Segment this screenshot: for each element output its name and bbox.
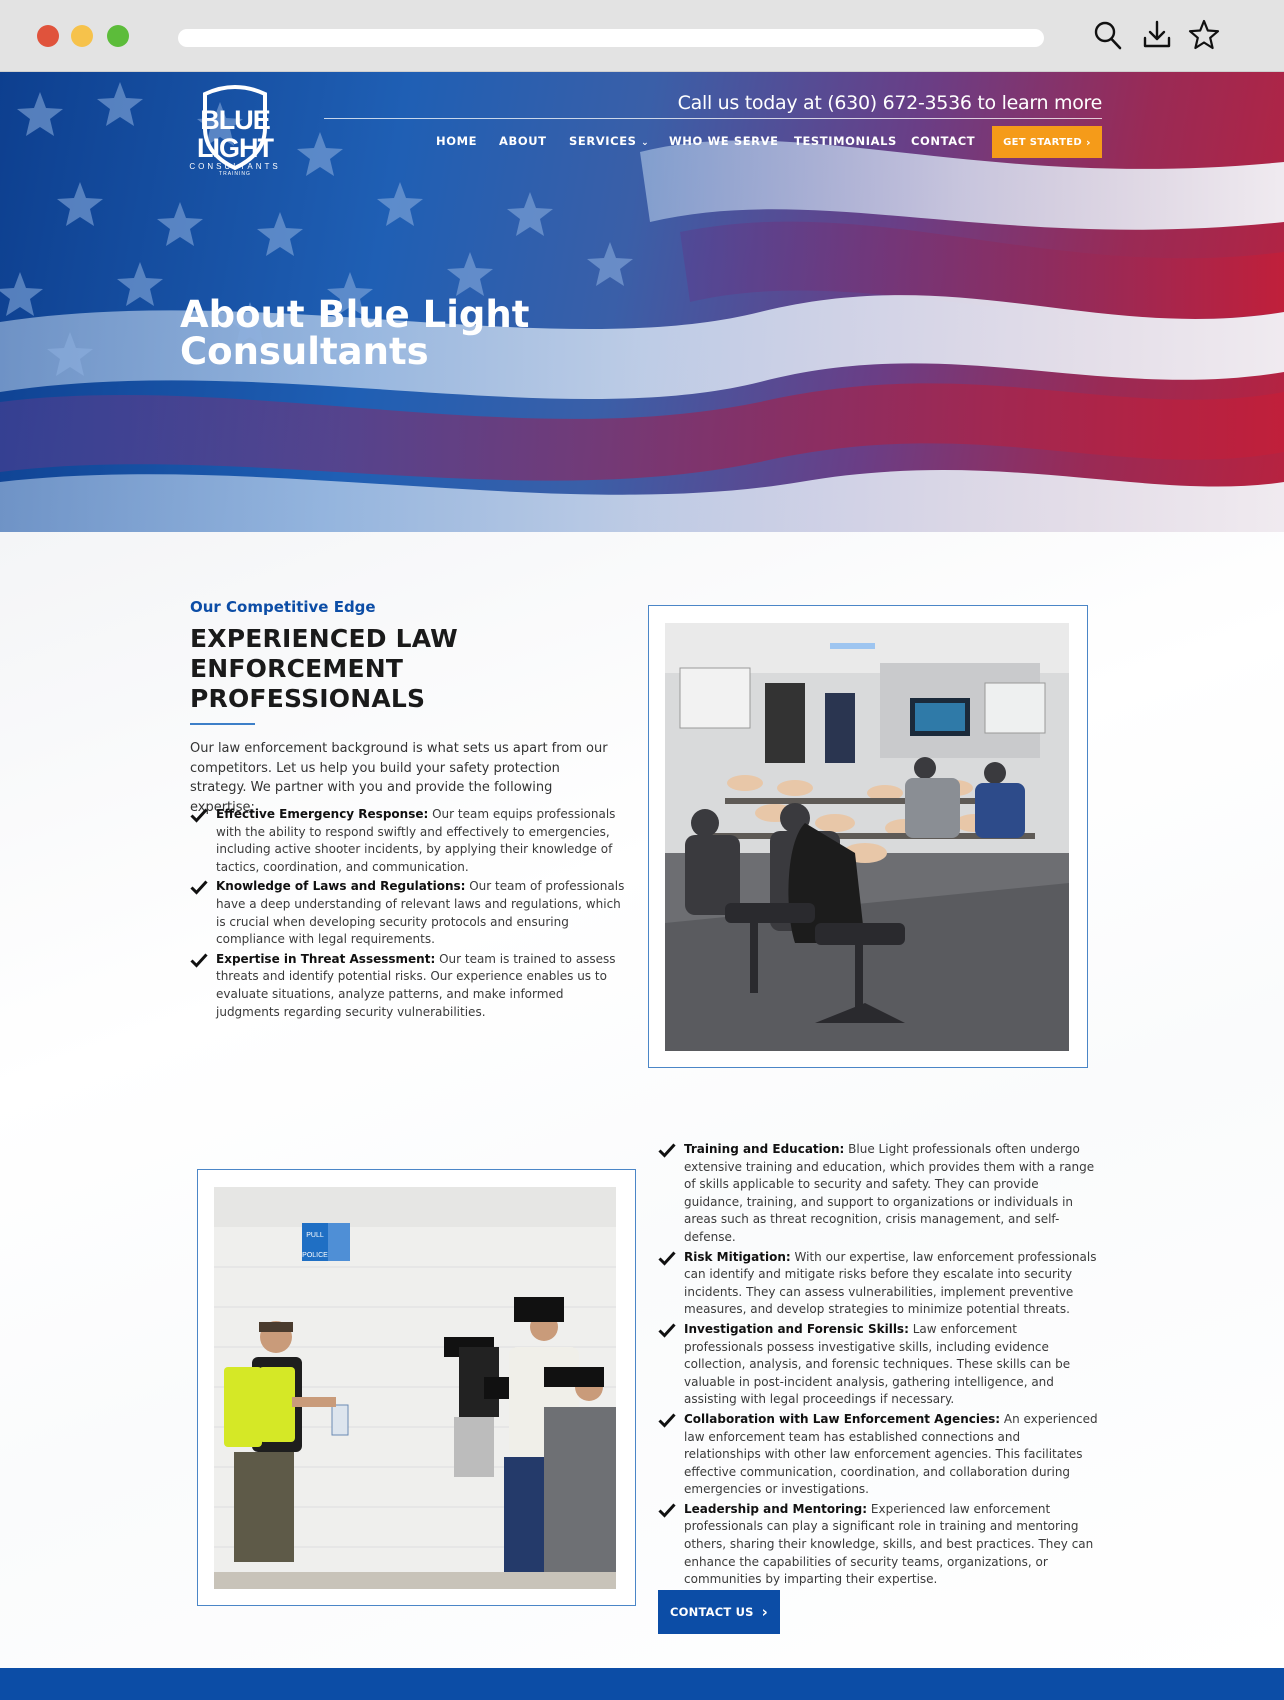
list-item-title: Investigation and Forensic Skills:: [684, 1321, 909, 1336]
checkmark-icon: [658, 1142, 676, 1158]
contact-us-label: CONTACT US: [670, 1605, 754, 1619]
nav-services-label: SERVICES: [569, 134, 637, 148]
section-intro: Our law enforcement background is what sets us apart from our competitors. Let us help you build your safety protection strategy. We partner with you and provide the following expertise:: [190, 741, 608, 815]
checkmark-icon: [190, 879, 208, 895]
maximize-window-button[interactable]: [107, 25, 129, 47]
list-item-title: Risk Mitigation:: [684, 1249, 791, 1264]
chevron-right-icon: ›: [761, 1603, 768, 1621]
list-item-title: Leadership and Mentoring:: [684, 1501, 868, 1516]
list-item-text: Our team equips professionals with the ability to respond swiftly and effectively to emergencies, including active shooter incidents, by applying their knowledge of tactics, coordination, and communication.: [216, 807, 616, 874]
minimize-window-button[interactable]: [71, 25, 93, 47]
list-item-title: Training and Education:: [684, 1142, 845, 1156]
nav-services[interactable]: [569, 134, 649, 148]
list-item: [658, 1501, 1098, 1589]
site-logo[interactable]: [183, 84, 287, 177]
checkmark-icon: [658, 1412, 676, 1428]
sign-police-text: POLICE: [302, 1252, 328, 1259]
expertise-list: [190, 806, 630, 1023]
call-us-text: Call us today at (630) 672-3536 to learn more: [677, 92, 1102, 114]
list-item: [658, 1249, 1098, 1319]
header-divider: [324, 118, 1102, 119]
list-item-text: Law enforcement professionals possess investigative skills, including evidence collection, analysis, and forensic techniques. These skills can be valuable in post-incident analysis, gathering intelligence, and assisting with legal proceedings if necessary.: [684, 1321, 1071, 1407]
list-item-text: Our team is trained to assess threats and identify potential risks. Our experience enables us to evaluate situations, analyze patterns, and make informed judgments regarding security vulnerabilities.: [216, 951, 616, 1019]
browser-toolbar: [0, 0, 1284, 72]
nav-who-we-serve[interactable]: WHO WE SERVE: [669, 134, 779, 148]
footer-band: [0, 1668, 1284, 1700]
sign-pull-text: PULL: [306, 1232, 324, 1239]
list-item: [190, 951, 630, 1021]
benefits-list: [658, 1141, 1098, 1591]
hero-banner: [0, 72, 1284, 532]
list-item-title: Collaboration with Law Enforcement Agencies:: [684, 1411, 1001, 1426]
search-icon[interactable]: [1092, 18, 1124, 52]
nav-testimonials[interactable]: TESTIMONIALS: [794, 134, 897, 148]
chevron-right-icon: ›: [1086, 135, 1091, 149]
heading-underline: [190, 723, 255, 725]
get-started-label: GET STARTED: [1003, 136, 1082, 148]
list-item: [658, 1411, 1098, 1499]
list-item: [658, 1141, 1098, 1247]
police-pull-station-photo: [214, 1187, 616, 1589]
list-item-text: Our team of professionals have a deep understanding of relevant laws and regulations, which is crucial when developing security protocols and ensuring compliance with legal requirements.: [216, 879, 625, 947]
section-kicker: Our Competitive Edge: [190, 598, 376, 616]
page-title: About Blue Light Consultants: [180, 293, 530, 373]
star-icon[interactable]: [1188, 18, 1220, 52]
chevron-down-icon: ⌄: [641, 138, 650, 148]
list-item-title: Expertise in Threat Assessment:: [216, 951, 436, 966]
nav-about[interactable]: ABOUT: [499, 134, 547, 148]
nav-home[interactable]: HOME: [436, 134, 478, 148]
list-item-text: With our expertise, law enforcement professionals can identify and mitigate risks before they escalate into security incidents. They can assess vulnerabilities, implement preventive measures, and develop strategies to minimize potential threats.: [684, 1249, 1097, 1317]
section-heading: EXPERIENCED LAW ENFORCEMENT PROFESSIONALS: [190, 624, 458, 713]
checkmark-icon: [658, 1502, 676, 1518]
checkmark-icon: [190, 807, 208, 823]
classroom-training-photo: [665, 623, 1069, 1051]
list-item: [190, 806, 630, 876]
logo-sub-text: CONSULTANTS: [189, 162, 281, 171]
list-item-title: Knowledge of Laws and Regulations:: [216, 879, 466, 894]
logo-main-text: BLUE LIGHT: [197, 105, 273, 163]
checkmark-icon: [658, 1322, 676, 1338]
list-item-text: An experienced law enforcement team has established connections and relationships with other law enforcement agencies. This facilitates effective communication, coordination, and collaboration during emergencies or investigations.: [684, 1411, 1098, 1497]
list-item: [658, 1321, 1098, 1409]
checkmark-icon: [658, 1250, 676, 1266]
get-started-button[interactable]: [992, 126, 1102, 158]
address-bar[interactable]: [178, 29, 1044, 47]
list-item-title: Effective Emergency Response:: [216, 807, 429, 821]
contact-us-button[interactable]: [658, 1590, 780, 1634]
checkmark-icon: [190, 952, 208, 968]
nav-contact[interactable]: CONTACT: [911, 134, 976, 148]
download-icon[interactable]: [1141, 18, 1173, 52]
list-item: [190, 878, 630, 948]
list-item-text: Experienced law enforcement professionals can play a significant role in training and mentoring others, sharing their knowledge, skills, and best practices. They can enhance the capabilities of security teams, organizations, or communities by imparting their expertise.: [684, 1501, 1094, 1587]
logo-tagline-text: TRAINING: [219, 171, 251, 177]
list-item-text: Blue Light professionals often undergo extensive training and education, which provides them with a range of skills applicable to security and safety. They can provide guidance, training, and support to organizations or individuals in areas such as threat recognition, crisis management, and self-defense.: [684, 1142, 1095, 1244]
close-window-button[interactable]: [37, 25, 59, 47]
